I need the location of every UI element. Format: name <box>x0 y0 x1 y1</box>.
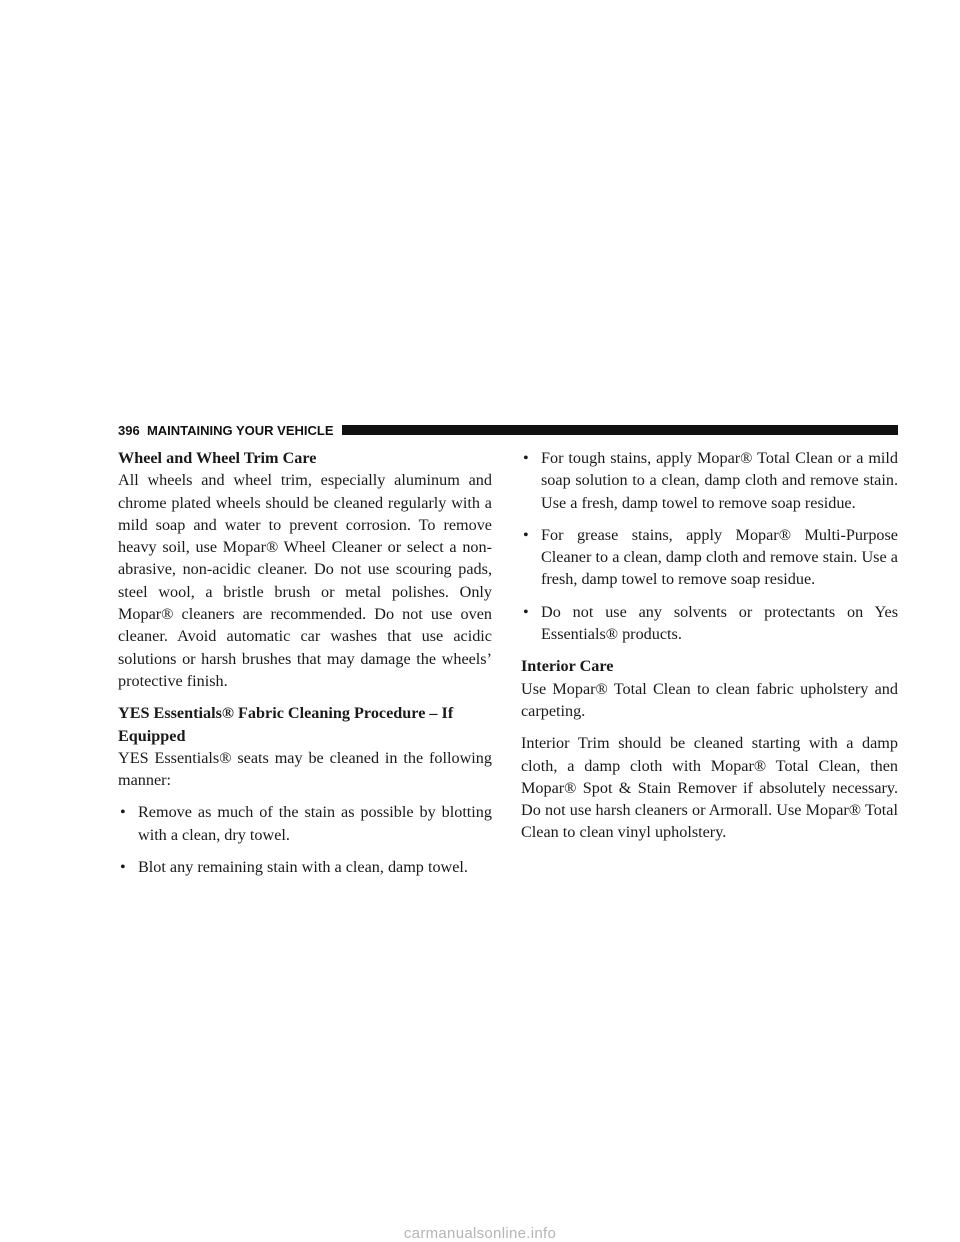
list-item <box>118 801 492 846</box>
page-header <box>118 421 898 439</box>
yes-essentials-heading: YES Essentials® Fabric Cleaning Procedure – If Equipped <box>118 704 454 745</box>
list-item-text: For tough stains, apply Mopar® Total Clean or a mild soap solution to a clean, damp cloth and remove stain. Use a fresh, damp towel to remove soap residue. <box>541 449 898 512</box>
yes-essentials-intro: YES Essentials® seats may be cleaned in the following manner: <box>118 748 492 790</box>
header-rule <box>342 425 898 435</box>
list-item <box>521 601 898 646</box>
wheel-care-body: All wheels and wheel trim, especially aluminum and chrome plated wheels should be cleaned regularly with a mild soap and water to prevent corrosion. To remove heavy soil, use Mopar® Wheel Cleaner or select a non-abrasive, non-acidic cleaner. Do not use scouring pads, steel wool, a bristle brush or metal polishes. Only Mopar® cleaners are recommended. Do not use oven cleaner. Avoid automatic car washes that use acidic solutions or harsh brushes that may damage the wheels’ protective finish. <box>118 471 492 690</box>
list-item-text: For grease stains, apply Mopar® Multi-Purpose Cleaner to a clean, damp cloth and remove stain. Use a fresh, damp towel to remove soap residue. <box>541 525 898 589</box>
bullet-icon: • <box>523 602 529 621</box>
interior-care-paragraph-2: Interior Trim should be cleaned starting with a damp cloth, a damp cloth with Mopar® Total Clean, then Mopar® Spot & Stain Remover if absolutely necessary. Do not use harsh cleaners or Armorall. Use Mopar® Total Clean to clean vinyl upholstery. <box>521 734 898 842</box>
section-title: MAINTAINING YOUR VEHICLE <box>146 422 334 438</box>
left-column <box>118 447 492 878</box>
interior-care-paragraph-1: Use Mopar® Total Clean to clean fabric upholstery and carpeting. <box>521 679 898 720</box>
watermark: carmanualsonline.info <box>403 1225 557 1242</box>
list-item-text: Blot any remaining stain with a clean, damp towel. <box>138 858 468 877</box>
bullet-icon: • <box>523 449 529 467</box>
bullet-icon: • <box>120 858 126 877</box>
list-item-text: Do not use any solvents or protectants on Yes Essentials® products. <box>541 602 898 644</box>
list-item <box>118 856 492 878</box>
page-number: 396 <box>118 422 140 438</box>
bullet-icon: • <box>120 803 126 822</box>
bullet-icon: • <box>523 525 529 544</box>
list-item <box>521 447 898 514</box>
page-header-label <box>118 423 342 438</box>
list-item-text: Remove as much of the stain as possible by blotting with a clean, dry towel. <box>138 803 492 844</box>
list-item <box>521 524 898 591</box>
interior-care-heading: Interior Care <box>521 657 614 676</box>
right-column <box>521 447 898 844</box>
wheel-care-heading: Wheel and Wheel Trim Care <box>118 449 317 467</box>
